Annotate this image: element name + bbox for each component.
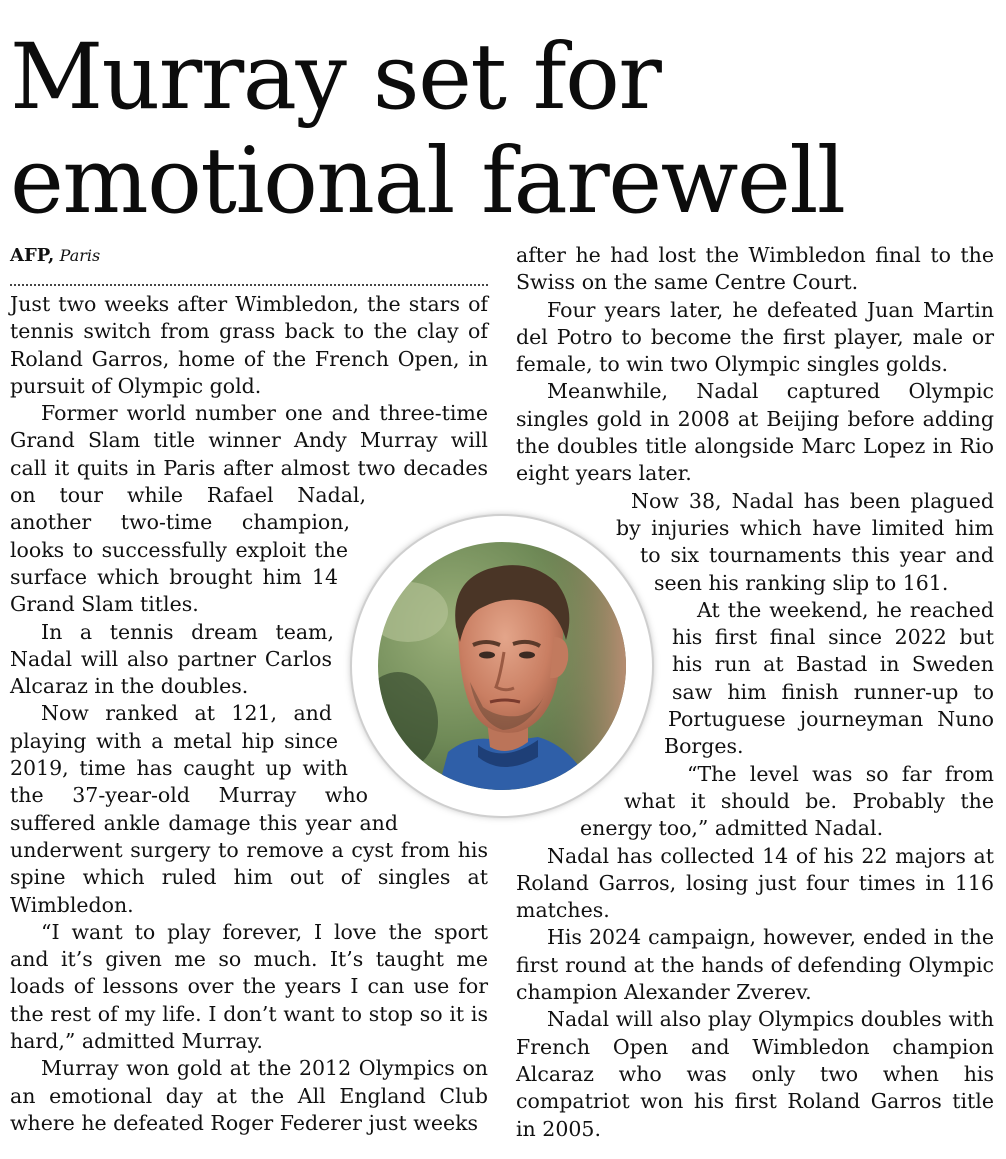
paragraph: Nadal will also play Olympics doubles with French Open and Wimbledon champion Alcaraz who was only two when his compatriot won his first Roland Garros title in 2005.: [516, 1007, 994, 1141]
headline-line-1: Murray set for: [10, 25, 661, 130]
paragraph: Former world number one and three-time Grand Slam title winner Andy Murray will call it quits in Paris after almost two decades on tour while Rafael Nadal, another two-time champion, looks to successfully exploit the surface which brought him 14 Grand Slam titles.: [10, 401, 488, 617]
byline-place: Paris: [59, 246, 101, 265]
paragraph: At the weekend, he reached his first final since 2022 but his run at Bastad in Sweden saw him finish runner-up to Portuguese journeyman Nuno Borges.: [664, 597, 994, 759]
paragraph: Four years later, he defeated Juan Martin del Potro to become the first player, male or female, to win two Olympic singles golds.: [516, 297, 994, 377]
paragraph: In a tennis dream team, Nadal will also partner Carlos Alcaraz in the doubles.: [10, 619, 334, 699]
paragraph: “I want to play forever, I love the sport and it’s given me so much. It’s taught me loads of lessons over the years I can use for the rest of my life. I don’t want to stop so it is hard,” admitted Murray.: [10, 919, 488, 1054]
portrait-photo-icon: [378, 542, 626, 790]
headline: [10, 26, 1000, 234]
paragraph: “The level was so far from what it should be. Probably the energy too,” admitted Nadal.: [580, 761, 994, 841]
paragraph: His 2024 campaign, however, ended in the first round at the hands of defending Olympic champion Alexander Zverev.: [516, 925, 994, 1005]
paragraph: Now ranked at 121, and playing with a metal hip since 2019, time has caught up with the 37-year-old Murray who suffered ankle damage this year and underwent surgery to remove a cyst from his spine which ruled him out of singles at Wimbledon.: [10, 701, 488, 917]
paragraph: Murray won gold at the 2012 Olympics on an emotional day at the All England Club where he defeated Roger Federer just weeks: [10, 1056, 488, 1135]
paragraph: Meanwhile, Nadal captured Olympic singles gold in 2008 at Beijing before adding the doubles title alongside Marc Lopez in Rio eight years later.: [516, 379, 994, 486]
portrait-photo: [352, 516, 652, 816]
headline-line-2: emotional farewell: [10, 129, 845, 234]
byline: [10, 244, 488, 286]
paragraph: Now 38, Nadal has been plagued by injuries which have limited him to six tournaments this year and seen his ranking slip to 161.: [616, 488, 994, 595]
paragraph: after he had lost the Wimbledon final to the Swiss on the same Centre Court.: [516, 243, 994, 295]
byline-agency: AFP,: [10, 245, 55, 266]
paragraph: Nadal has collected 14 of his 22 majors at Roland Garros, losing just four times in 116 matches.: [516, 843, 994, 923]
paragraph: Just two weeks after Wimbledon, the stars of tennis switch from grass back to the clay of Roland Garros, home of the French Open, in pursuit of Olympic gold.: [10, 292, 488, 398]
